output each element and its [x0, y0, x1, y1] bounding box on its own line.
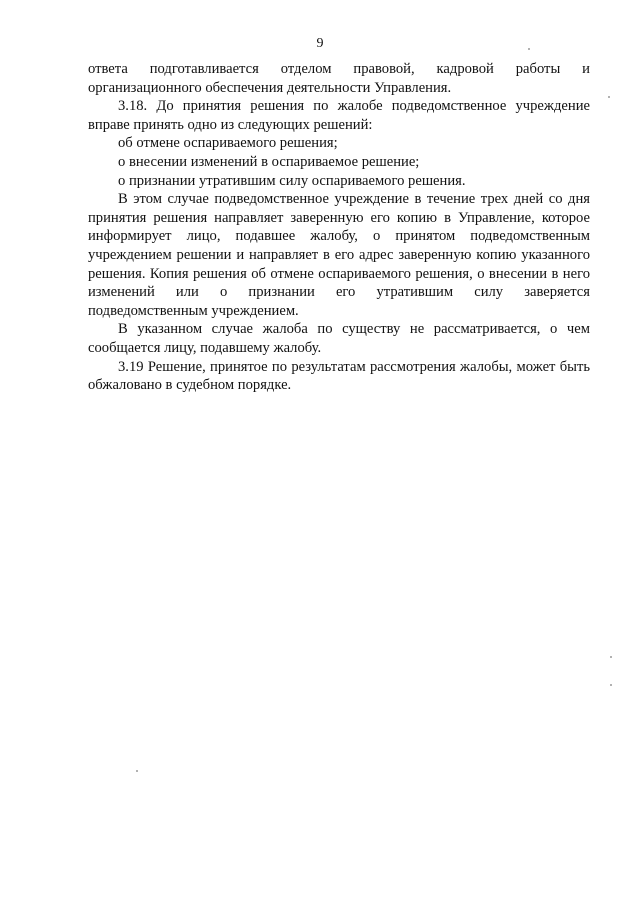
list-item-amend: о внесении изменений в оспариваемое решение;: [118, 153, 420, 170]
scan-speck: [528, 48, 530, 50]
paragraph-copy-procedure: В этом случае подведомственное учреждение в течение трех дней со дня принятия решения направляет заверенную его копию в Управление, которое информирует лицо, подавшее жалобу, о принятом подведомственным учреждением решении и направляет в его адрес заверенную копию указанного решения. Копия решения об отмене оспариваемого решения, о внесении в него изменений или о признании его утратившим силу заверяется подведомственным учреждением.: [88, 191, 590, 319]
list-item-invalidate: о признании утратившим силу оспариваемого решения.: [118, 172, 466, 189]
scan-speck: [136, 770, 138, 772]
page-number: 9: [316, 36, 324, 51]
list-item-cancel: об отмене оспариваемого решения;: [118, 135, 338, 152]
scan-speck: [608, 96, 610, 98]
document-body: [88, 60, 590, 395]
paragraph-not-considered: В указанном случае жалоба по существу не рассматривается, о чем сообщается лицу, подавшему жалобу.: [88, 321, 590, 356]
scan-speck: [610, 684, 612, 686]
paragraph-3-19: 3.19 Решение, принятое по результатам рассмотрения жалобы, может быть обжаловано в судебном порядке.: [88, 358, 590, 394]
paragraph-3-18: 3.18. До принятия решения по жалобе подведомственное учреждение вправе принять одно из следующих решений:: [88, 98, 590, 133]
paragraph-continuation: ответа подготавливается отделом правовой, кадровой работы и организационного обеспечения деятельности Управления.: [88, 61, 590, 96]
scan-speck: [610, 656, 612, 658]
